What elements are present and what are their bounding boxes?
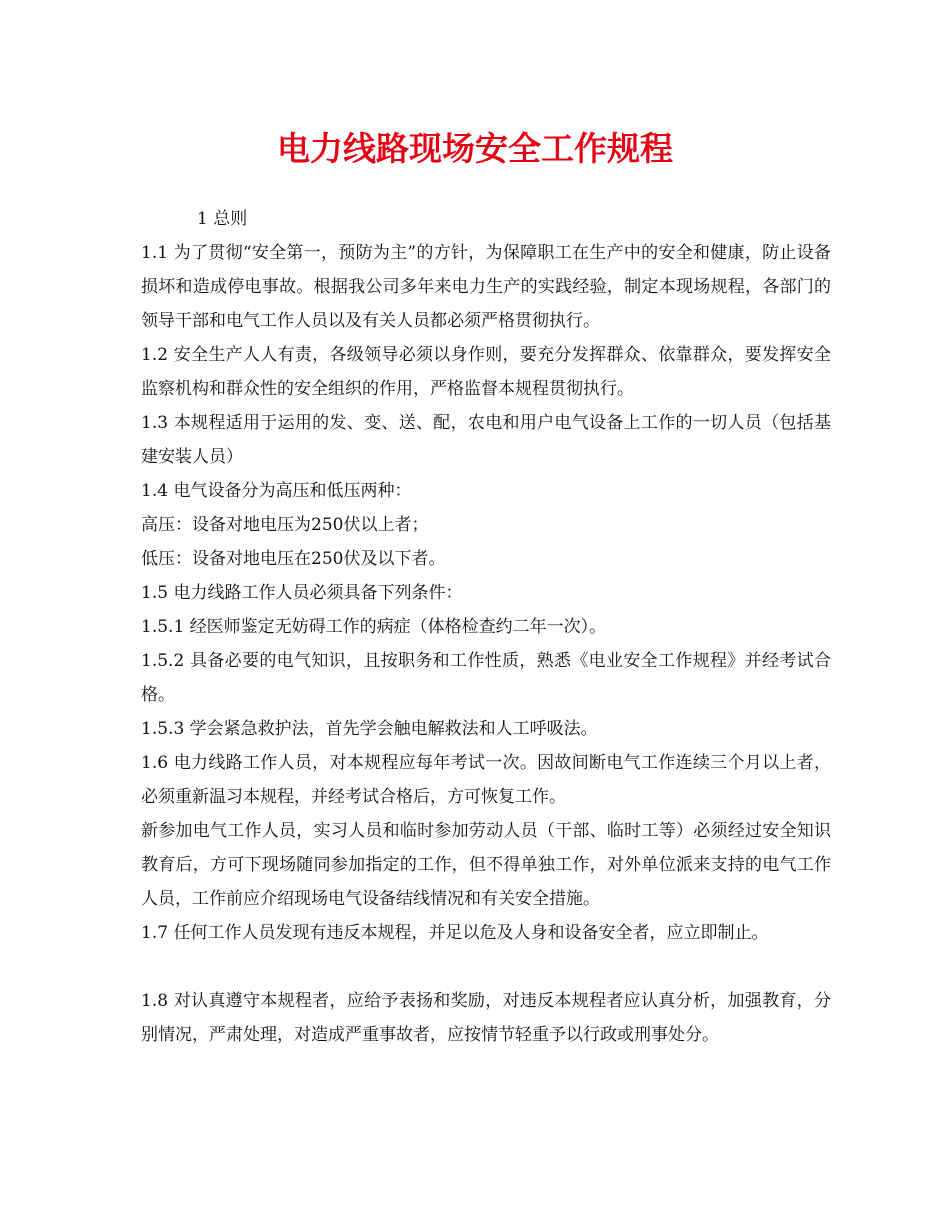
paragraph-new-staff: 新参加电气工作人员，实习人员和临时参加劳动人员（干部、临时工等）必须经过安全知识教育后，方可下现场随同参加指定的工作，但不得单独工作，对外单位派来支持的电气工作人员，工作前应介绍现场电气设备结线情况和有关安全措施。 (141, 821, 831, 909)
paragraph-1-4: 1.4 电气设备分为高压和低压两种： (141, 481, 412, 501)
paragraph-1-5-1: 1.5.1 经医师鉴定无妨碍工作的病症（体格检查约二年一次）。 (141, 617, 607, 637)
paragraph-1-5-3: 1.5.3 学会紧急救护法，首先学会触电解救法和人工呼吸法。 (141, 719, 598, 739)
paragraph-1-5: 1.5 电力线路工作人员必须具备下列条件： (141, 583, 463, 603)
paragraph-1-8: 1.8 对认真遵守本规程者，应给予表扬和奖励，对违反本规程者应认真分析，加强教育，分别情况，严肃处理，对造成严重事故者，应按情节轻重予以行政或刑事处分。 (141, 991, 831, 1045)
paragraph-1-3: 1.3 本规程适用于运用的发、变、送、配，农电和用户电气设备上工作的一切人员（包括基建安装人员） (141, 413, 831, 467)
paragraph-1-6: 1.6 电力线路工作人员，对本规程应每年考试一次。因故间断电气工作连续三个月以上者，必须重新温习本规程，并经考试合格后，方可恢复工作。 (141, 753, 831, 807)
paragraph-high-voltage: 高压：设备对地电压为250伏以上者； (141, 515, 429, 535)
paragraph-1-1: 1.1 为了贯彻“安全第一，预防为主”的方针，为保障职工在生产中的安全和健康，防止设备损坏和造成停电事故。根据我公司多年来电力生产的实践经验，制定本现场规程，各部门的领导干部和电气工作人员以及有关人员都必须严格贯彻执行。 (141, 243, 831, 331)
paragraph-1-5-2: 1.5.2 具备必要的电气知识，且按职务和工作性质，熟悉《电业安全工作规程》并经考试合格。 (141, 651, 831, 705)
paragraph-spacer (141, 950, 831, 984)
document-title: 电力线路现场安全工作规程 (277, 129, 673, 168)
paragraph-1-7: 1.7 任何工作人员发现有违反本规程，并足以危及人身和设备安全者，应立即制止。 (141, 923, 769, 943)
section-heading: 1 总则 (197, 209, 248, 229)
document-body (141, 202, 831, 1052)
paragraph-1-2: 1.2 安全生产人人有责，各级领导必须以身作则，要充分发挥群众、依靠群众，要发挥安全监察机构和群众性的安全组织的作用，严格监督本规程贯彻执行。 (141, 345, 831, 399)
paragraph-low-voltage: 低压：设备对地电压在250伏及以下者。 (141, 549, 446, 569)
